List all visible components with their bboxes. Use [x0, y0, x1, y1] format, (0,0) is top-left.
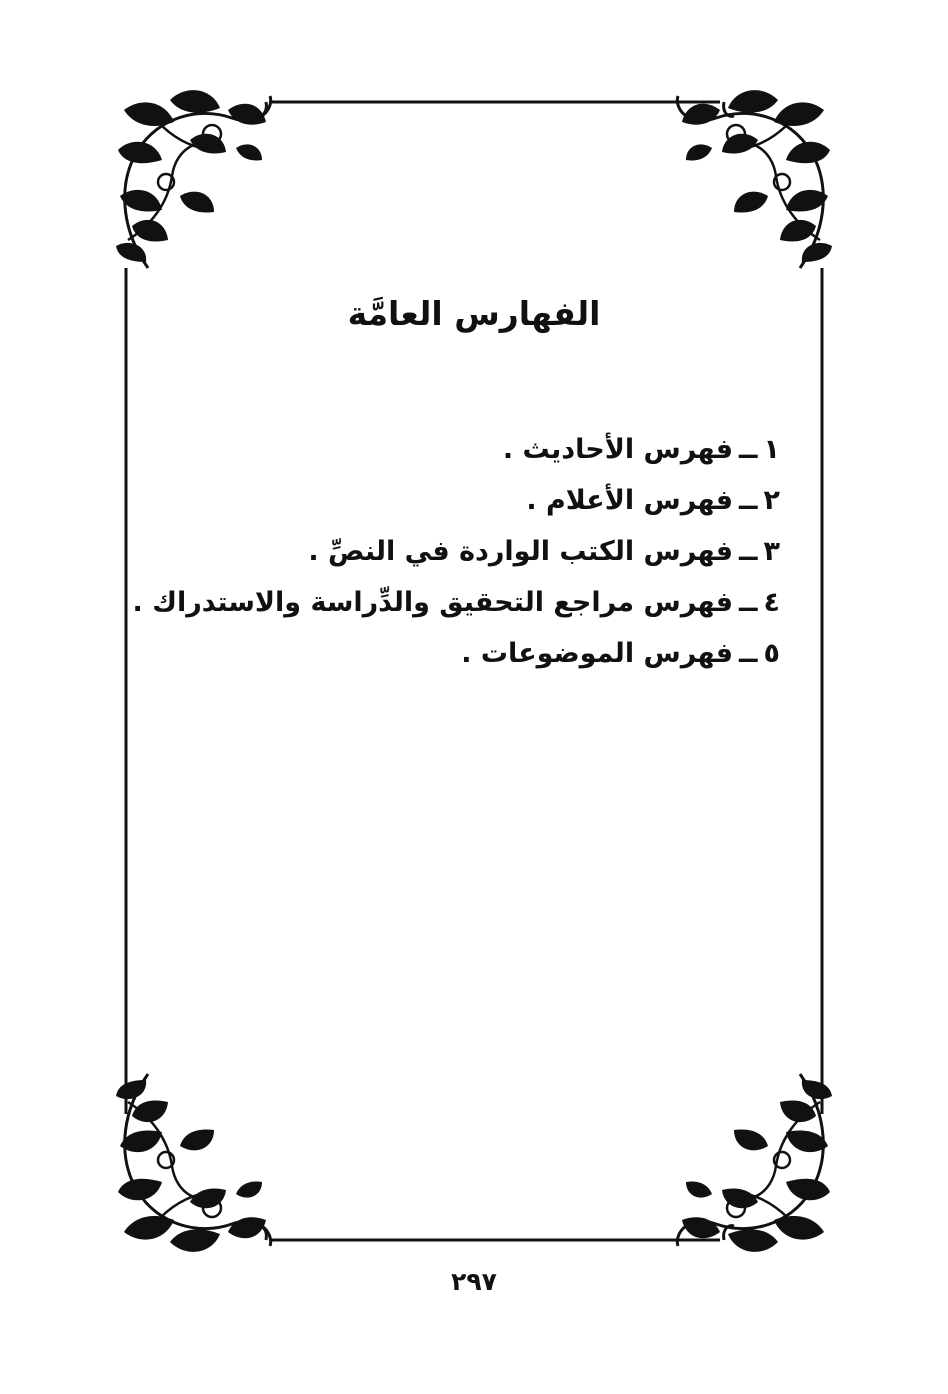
page-title: الفهارس العامَّة: [347, 294, 601, 333]
index-item-number: ١: [763, 434, 780, 465]
corner-ornament-top-right: [677, 90, 832, 268]
index-item-dash: ــ: [739, 434, 758, 465]
index-item-notables: [220, 475, 780, 526]
corner-ornament-bottom-left: [116, 1074, 271, 1252]
index-item-dash: ــ: [739, 536, 758, 567]
page-number: ٢٩٧: [451, 1267, 497, 1296]
index-item-label: فهرس الكتب الواردة في النصِّ .: [308, 536, 734, 567]
index-item-dash: ــ: [739, 638, 758, 669]
index-item-number: ٢: [763, 485, 780, 516]
index-item-label: فهرس الأعلام .: [526, 485, 734, 516]
index-item-dash: ــ: [739, 587, 758, 618]
corner-ornament-top-left: [116, 90, 271, 268]
index-item-books: [220, 526, 780, 577]
index-item-number: ٣: [763, 536, 780, 567]
index-item-label: فهرس الأحاديث .: [502, 434, 734, 465]
index-item-number: ٥: [763, 638, 780, 669]
index-item-references: [132, 577, 780, 628]
corner-ornament-bottom-right: [677, 1074, 832, 1252]
index-item-label: فهرس الموضوعات .: [461, 638, 734, 669]
index-item-label: فهرس مراجع التحقيق والدِّراسة والاستدراك .: [132, 587, 734, 618]
index-item-hadiths: [220, 424, 780, 475]
index-item-number: ٤: [763, 587, 780, 618]
index-item-topics: [220, 628, 780, 679]
index-list: [132, 424, 780, 679]
index-item-dash: ــ: [739, 485, 758, 516]
